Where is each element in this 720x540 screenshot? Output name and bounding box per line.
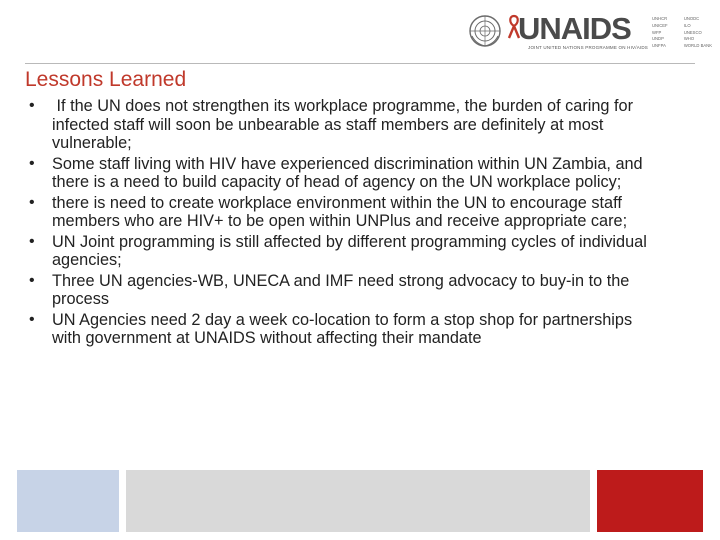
bullet-item bbox=[25, 194, 665, 231]
bullet-item bbox=[25, 97, 665, 153]
cosponsor: WORLD BANK bbox=[683, 43, 712, 49]
bullet-item bbox=[25, 233, 665, 270]
footer-block-right bbox=[597, 470, 703, 532]
footer-block-middle bbox=[126, 470, 590, 532]
bullet-item bbox=[25, 311, 665, 348]
bullet-item bbox=[25, 155, 665, 192]
bullet-text: Three UN agencies-WB, UNECA and IMF need strong advocacy to buy-in to the process bbox=[52, 271, 630, 308]
bullet-item bbox=[25, 272, 665, 309]
bullet-dot: • bbox=[29, 310, 35, 328]
unaids-logo bbox=[468, 12, 713, 52]
cosponsor: UNHCR bbox=[652, 16, 668, 21]
un-emblem-icon bbox=[468, 14, 502, 48]
cosponsor: WHO bbox=[683, 36, 695, 42]
bullet-text: UN Joint programming is still affected by different programming cycles of individual agencies; bbox=[52, 232, 647, 269]
cosponsor: UNICEF bbox=[652, 22, 668, 28]
bullet-dot: • bbox=[29, 232, 35, 250]
cosponsor: UNDP bbox=[652, 36, 664, 42]
bullet-text: If the UN does not strengthen its workplace programme, the burden of caring for infected staff will soon be unbearable as staff members are definitely at most vulnerable; bbox=[52, 97, 638, 152]
bullet-text: UN Agencies need 2 day a week co-location to form a stop shop for partnerships with government at UNAIDS without affecting their mandate bbox=[52, 310, 633, 347]
bullet-list bbox=[25, 97, 665, 350]
cosponsor: UNODC bbox=[683, 16, 700, 21]
slide-header bbox=[0, 0, 720, 62]
brand-wordmark: UNAIDS bbox=[518, 11, 631, 46]
slide-title: Lessons Learned bbox=[25, 68, 187, 91]
bullet-dot: • bbox=[29, 271, 35, 289]
header-divider bbox=[25, 63, 695, 64]
cosponsor: WFP bbox=[652, 29, 662, 35]
bullet-dot: • bbox=[29, 193, 35, 211]
bullet-text: there is need to create workplace environment within the UN to encourage staff members who are HIV+ to be open within UNPlus and receive appropriate care; bbox=[52, 193, 628, 230]
cosponsor: UNESCO bbox=[683, 29, 702, 35]
bullet-dot: • bbox=[29, 154, 35, 172]
footer-block-left bbox=[17, 470, 119, 532]
bullet-dot: • bbox=[29, 97, 35, 114]
cosponsor-list bbox=[652, 16, 712, 50]
cosponsor: UNFPA bbox=[652, 43, 666, 49]
cosponsor: ILO bbox=[683, 22, 691, 28]
bullet-text: Some staff living with HIV have experienced discrimination within UN Zambia, and there is a need to build capacity of head of agency on the UN workplace policy; bbox=[52, 154, 643, 191]
brand-tagline: JOINT UNITED NATIONS PROGRAMME ON HIV/AIDS bbox=[528, 45, 648, 50]
